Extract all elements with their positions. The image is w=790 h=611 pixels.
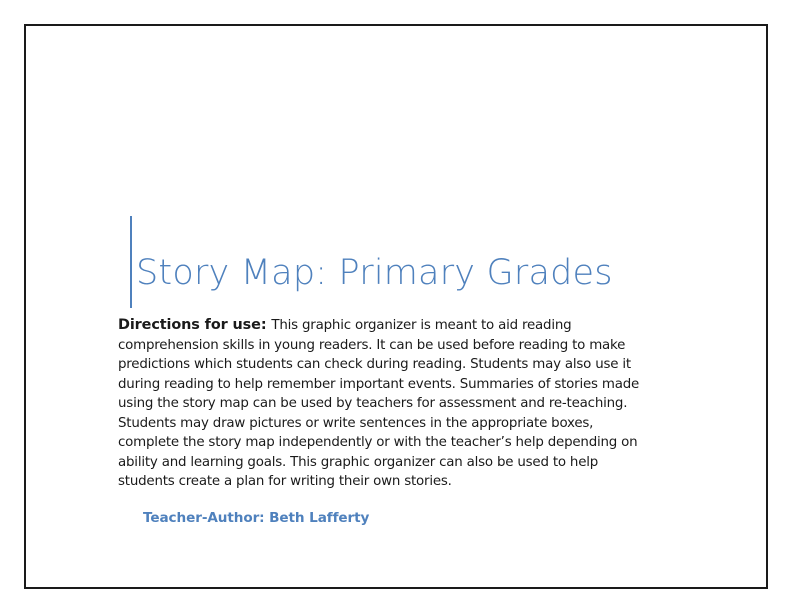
author-credit: Teacher-Author: Beth Lafferty [143,510,370,526]
directions-line-9: students create a plan for writing their own stories. [118,474,452,489]
directions-line-5: using the story map can be used by teachers for assessment and re-teaching. [118,396,628,411]
directions-line-8: ability and learning goals. This graphic organizer can also be used to help [118,454,599,470]
page-border [24,24,768,589]
title-accent-bar [130,216,132,308]
directions-label: Directions for use [118,317,261,333]
directions-line-1 [118,316,678,336]
directions-separator: : [260,317,272,333]
directions-paragraph [118,316,678,492]
directions-text: This graphic organizer is meant to aid reading [271,318,572,333]
directions-line-4: during reading to help remember important events. Summaries of stories made [118,376,640,392]
page-title: Story Map: Primary Grades [136,253,613,293]
directions-line-7: complete the story map independently or with the teacher’s help depending on [118,435,638,450]
directions-line-3: predictions which students can check during reading. Students may also use it [118,357,631,372]
directions-line-6: Students may draw pictures or write sentences in the appropriate boxes, [118,415,594,431]
directions-line-2: comprehension skills in young readers. It can be used before reading to make [118,337,626,353]
